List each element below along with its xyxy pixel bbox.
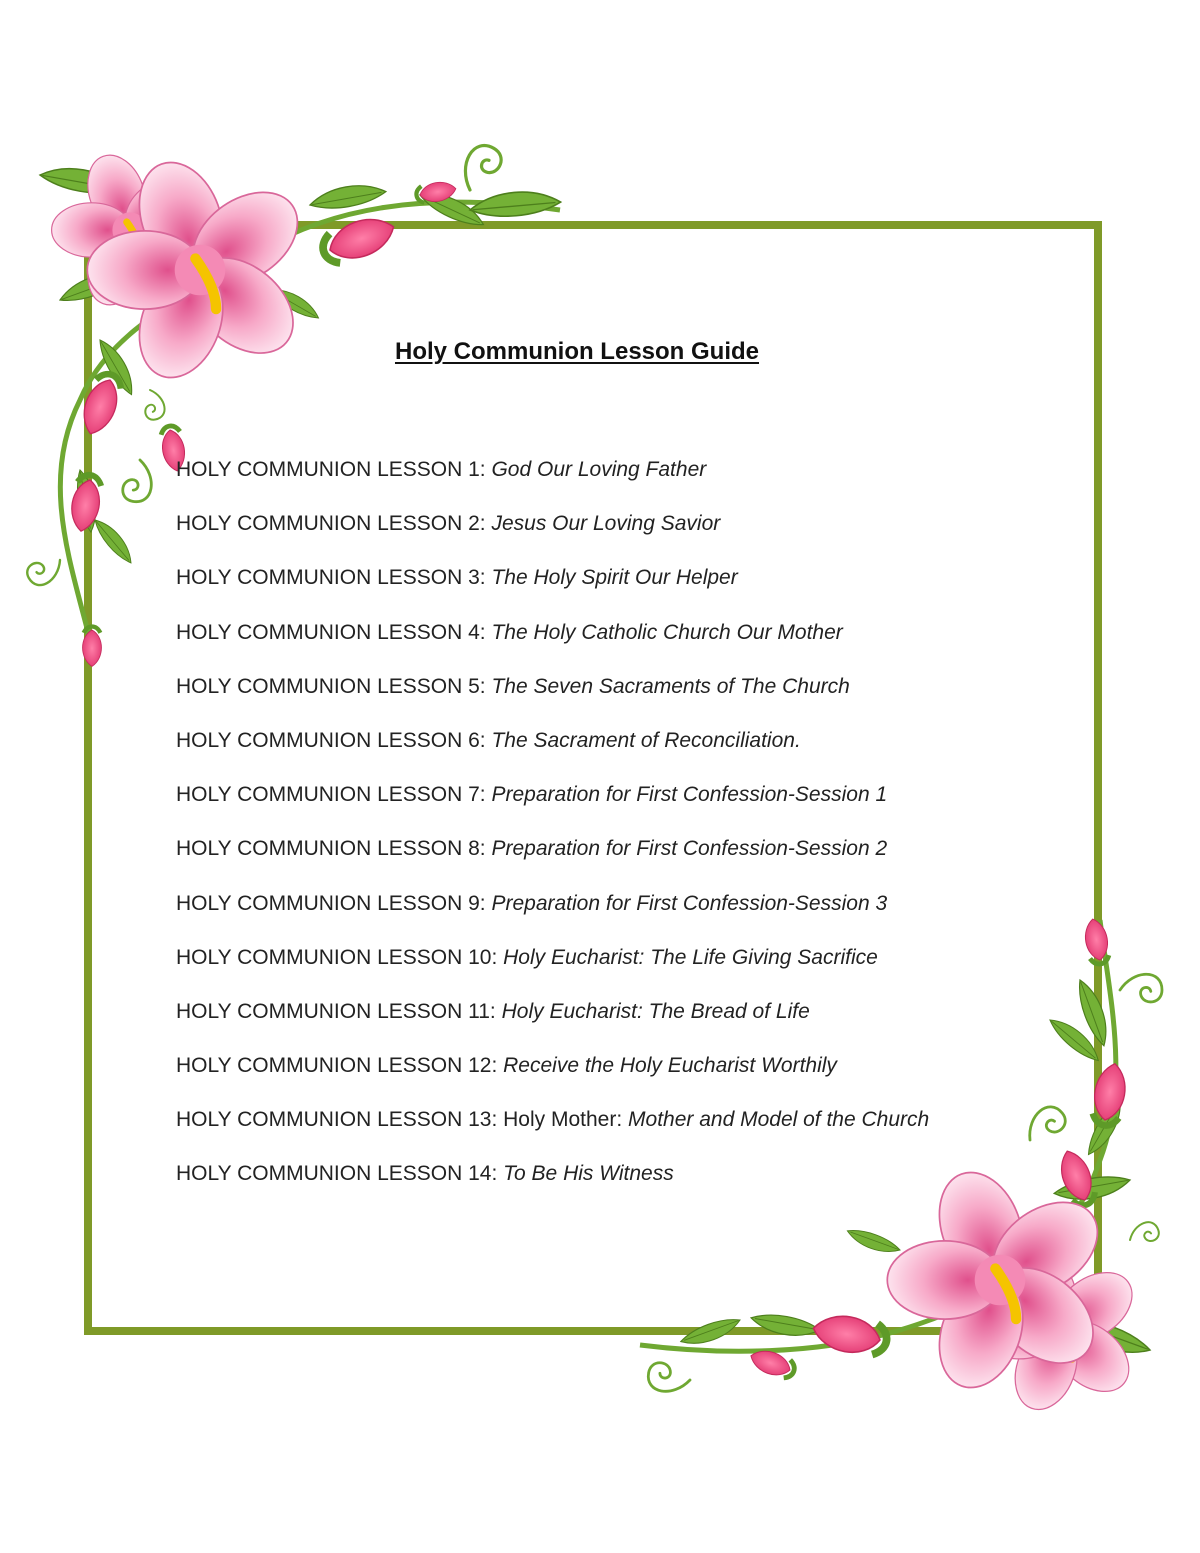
lesson-label: HOLY COMMUNION LESSON 11: [176, 999, 496, 1023]
lesson-label: HOLY COMMUNION LESSON 5: [176, 674, 486, 698]
lesson-topic: Preparation for First Confession-Session 1 [491, 783, 888, 807]
lesson-label: HOLY COMMUNION LESSON 12: [176, 1054, 498, 1078]
lesson-label: HOLY COMMUNION LESSON 10: [176, 945, 498, 969]
lesson-item [176, 725, 929, 779]
lesson-item [176, 562, 929, 616]
lesson-label: HOLY COMMUNION LESSON 4: [176, 620, 486, 644]
lesson-label: HOLY COMMUNION LESSON 7: [176, 783, 486, 807]
lesson-topic: Mother and Model of the Church [628, 1108, 930, 1132]
lesson-item [176, 996, 929, 1050]
lesson-item [176, 942, 929, 996]
lesson-topic: The Sacrament of Reconciliation. [491, 728, 801, 752]
lesson-item [176, 888, 929, 942]
page-title [0, 338, 1154, 366]
lesson-topic: Holy Eucharist: The Bread of Life [501, 999, 810, 1023]
lesson-list [176, 454, 929, 1213]
lesson-item [176, 1104, 929, 1158]
lesson-item [176, 671, 929, 725]
lesson-label: HOLY COMMUNION LESSON 13: [176, 1108, 498, 1132]
lesson-label: HOLY COMMUNION LESSON 14: [176, 1162, 498, 1186]
lesson-label: HOLY COMMUNION LESSON 9: [176, 891, 486, 915]
lesson-topic: The Holy Spirit Our Helper [491, 566, 738, 590]
lesson-item [176, 1158, 929, 1212]
lesson-topic: Holy Eucharist: The Life Giving Sacrifice [503, 945, 878, 969]
lesson-prefix: Holy Mother: [503, 1108, 623, 1132]
lesson-label: HOLY COMMUNION LESSON 2: [176, 512, 486, 536]
lesson-label: HOLY COMMUNION LESSON 1: [176, 458, 486, 481]
lesson-item [176, 508, 929, 562]
lesson-label: HOLY COMMUNION LESSON 8: [176, 837, 486, 861]
lesson-topic: Jesus Our Loving Savior [491, 512, 721, 536]
lesson-item [176, 617, 929, 671]
page-title-text: Holy Communion Lesson Guide [394, 338, 760, 365]
lesson-item [176, 833, 929, 887]
lesson-topic: The Seven Sacraments of The Church [491, 674, 850, 698]
lesson-topic: The Holy Catholic Church Our Mother [491, 620, 843, 644]
lesson-label: HOLY COMMUNION LESSON 3: [176, 566, 486, 590]
lesson-item [176, 1050, 929, 1104]
lesson-topic: Preparation for First Confession-Session 2 [491, 837, 888, 861]
lesson-topic: To Be His Witness [503, 1162, 674, 1186]
lesson-topic: Preparation for First Confession-Session 3 [491, 891, 888, 915]
lesson-item [176, 779, 929, 833]
lesson-label: HOLY COMMUNION LESSON 6: [176, 728, 486, 752]
lesson-topic: Receive the Holy Eucharist Worthily [503, 1054, 837, 1078]
lesson-item [176, 454, 929, 508]
lesson-topic: God Our Loving Father [491, 458, 707, 481]
